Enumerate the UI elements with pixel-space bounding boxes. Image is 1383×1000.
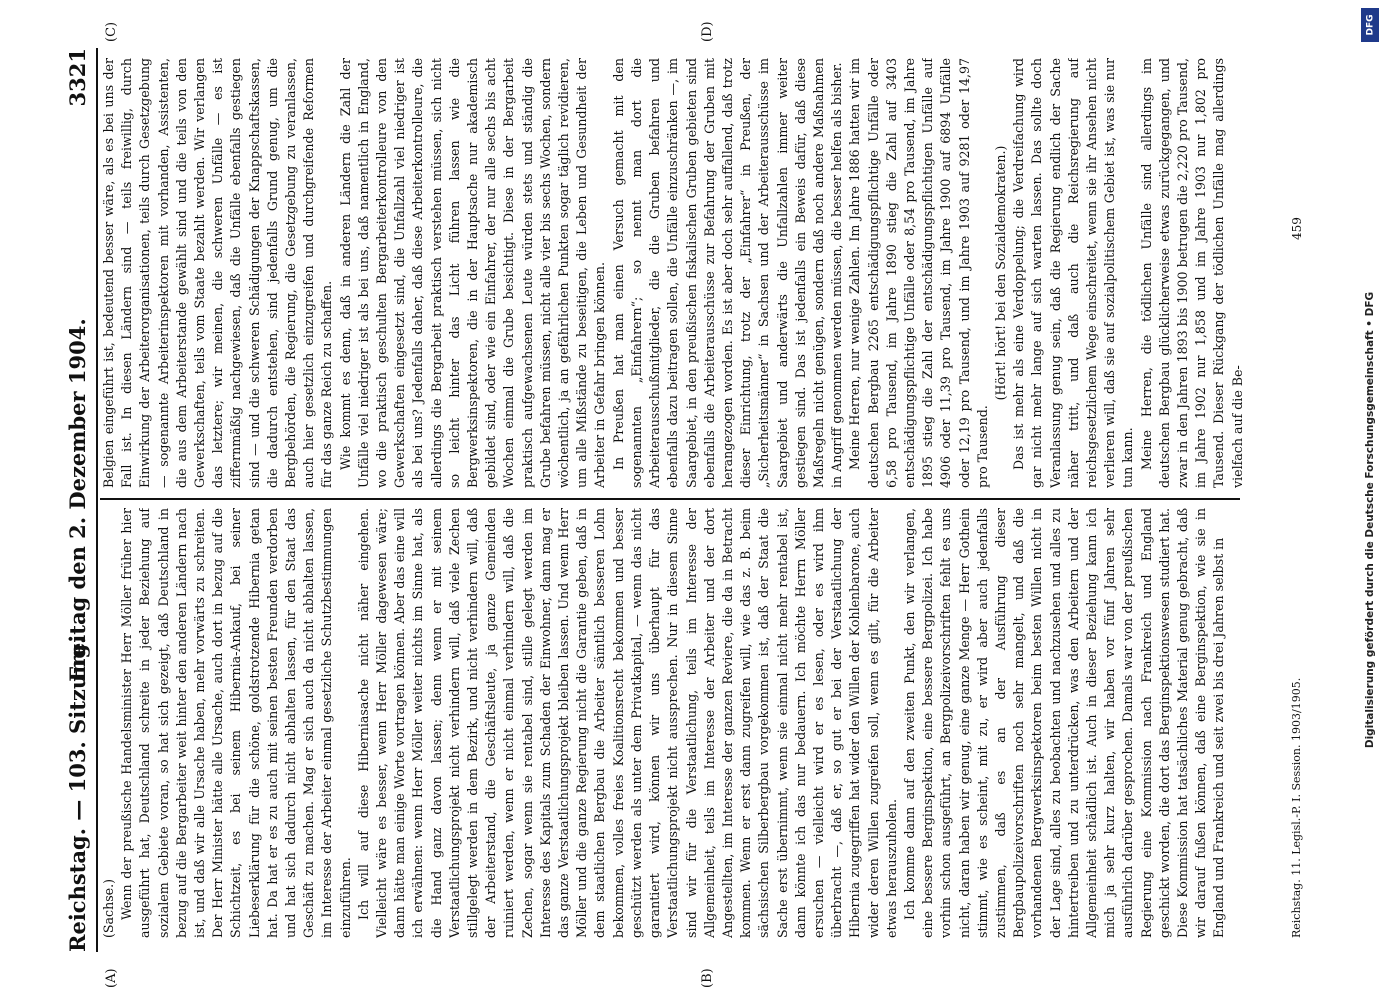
paragraph: Das ist mehr als eine Verdoppelung; die Verdreifachung wird gar nicht mehr lange auf sich warten lassen. Das sollte doch Veranlassung genug sein, daß die Regierung endlich der Sache näher tritt, und daß auch die Reichsregierung auf reichsgesetzlichem Wege einschreitet, wenn sie ihr Ansehen nicht verlieren will, daß sie auf sozialpolitischem Gebiet ist, was sie nur tun kann. xyxy=(1011,58,1136,488)
paragraph: Ich will auf diese Hiberniasache nicht näher eingehen. Vielleicht wäre es besser, wenn Herr Möller dagewesen wäre; dann hätte man einige Worte vortragen können. Aber das eine will ich erwähnen: wenn Herr Möller weiter nichts im Sinne hat, als die Hand ganz davon lassen; denn wenn er mit seinem Verstaatlichungsprojekt nicht verhindern will, daß viele Zechen stillgelegt werden in dem Bezirk, und nicht verhindern will, daß der Arbeiterstand, die Geschäftsleute, ja ganze Gemeinden ruiniert werden, wenn er nicht einmal verhindern will, daß die Zechen, sogar wenn sie rentabel sind, stille gelegt werden im Interesse des Kapitals zum Schaden der Einwohner, dann mag er das ganze Verstaatlichungsprojekt bleiben lassen. Und wenn Herr Möller und die ganze Regierung nicht die Garantie geben, daß in dem staatlichen Bergbau die Arbeiter sämtlich besseren Lohn bekommen, volles freies Koalitionsrecht bekommen und besser geschützt werden als unter dem Privatkapital, — wenn das nicht garantiert wird, können wir uns überhaupt für das Verstaatlichungsprojekt nicht aussprechen. Nur in diesem Sinne sind wir für die Verstaatlichung, teils im Interesse der Allgemeinheit, teils im Interesse der Arbeiter und der dort Angestellten, im Interesse der ganzen Reviere, die da in Betracht kommen. Wenn er erst dann zugreifen will, wie das z. B. beim sächsischen Silberbergbau vorgekommen ist, daß der Staat die Sache erst übernimmt, wenn sie einmal nicht mehr rentabel ist, dann könnte ich das nur bedauern. Ich möchte Herrn Möller ersuchen — vielleicht wird er es lesen, oder es wird ihm überbracht —, daß er, so gut er bei der Verstaatlichung der Hibernia zugegriffen hat wider den Willen der Kohlenbarone, auch wider deren Willen zugreifen soll, wenn es gilt, für die Arbeiter etwas herauszuholen. xyxy=(355,508,899,938)
paragraph: In Preußen hat man einen Versuch gemacht mit den sogenannten „Einfahrern“; so nennt man dort die Arbeiterausschußmitglieder, die die Gruben befahren und ebenfalls dazu beitragen sollen, die Unfälle einzuschränken —, im Saargebiet, in den preußischen fiskalischen Gruben gebieten sind ebenfalls die Arbeiterausschüsse zur Befahrung der Gruben mit herangezogen worden. Es ist aber doch sehr auffallend, daß trotz dieser Einrichtung, trotz der „Einfahrer“ in Preußen, der „Sicherheitsmänner“ in Sachsen und der Arbeiterausschüsse im Saargebiet und anderwärts die Unfallzahlen immer weiter gestiegen sind. Das ist jedenfalls ein Beweis dafür, daß diese Maßregeln nicht genügen, sondern daß noch andere Maßnahmen in Angriff genommen werden müssen, die besser helfen als bisher. xyxy=(610,58,845,488)
dfg-logo: DFG xyxy=(1361,8,1379,42)
digitization-sidebar xyxy=(1358,0,1383,1000)
margin-marker-b: (B) xyxy=(700,968,715,988)
page-footer: Reichstag. 11. Legisl.-P. I. Session. 1903/1905. xyxy=(1290,677,1303,938)
digitization-note: Digitalisierung gefördert durch die Deutsche Forschungsgemeinschaft • DFG xyxy=(1364,291,1376,749)
header-page-number: 3321 xyxy=(65,48,90,107)
column-divider xyxy=(100,498,1240,500)
paragraph: Ich komme dann auf den zweiten Punkt, den wir verlangen, eine bessere Berginspektion, eine bessere Bergpolizei. Ich habe vorhin schon ausgeführt, an Bergpolizeivorschriften fehlt es uns nicht, daran haben wir genug, eine ganze Menge — Herr Gothein stimmt, wie es scheint, mit zu, er wird aber auch jedenfalls zustimmen, daß es an der Ausführung dieser Bergbaupolizeivorschriften noch sehr mangelt, und daß die vorhandenen Bergwerksinspektoren beim besten Willen nicht in der Lage sind, alles zu beobachten und nachzusehen und alles zu hintertreiben und zu unterdrücken, was den Arbeitern und der Allgemeinheit schädlich ist. Auch in dieser Beziehung kann ich mich ja sehr kurz halten, wir haben vor fünf Jahren sehr ausführlich darüber gesprochen. Damals war von der preußischen Regierung eine Kommission nach Frankreich und England geschickt worden, die dort das Berginspektionswesen studiert hat. Diese Kommission hat tatsächliches Material genug gebracht, daß wir darauf fußen können, daß eine Berginspektion, wie sie in England und Frankreich und seit zwei bis drei Jahren selbst in xyxy=(901,508,1227,938)
right-column xyxy=(100,58,1280,488)
interjection: (Hört! hört! bei den Sozialdemokraten.) xyxy=(992,145,1008,401)
page-header xyxy=(62,48,98,952)
margin-marker-c: (C) xyxy=(104,21,119,42)
margin-marker-d: (D) xyxy=(700,21,715,42)
paragraph: Wenn der preußische Handelsminister Herr Möller früher hier ausgeführt hat, Deutschland schreite in jeder Beziehung auf sozialem Gebiete voran, so hat sich gezeigt, daß Deutschland in bezug auf die Bergarbeiter weit hinter den anderen Ländern nach ist, und daß wir alle Ursache haben, mehr vorwärts zu schreiten. Der Herr Minister hätte alle Ursache, auch dort in bezug auf die Schichtzeit, es bei seinem Hibernia-Ankauf, bei seiner Liebeserklärung für die schöne, goldstrotzende Hibernia getan hat. Da hat er es zu auch mit seinen besten Freunden verdorben und hat sich dadurch nicht abhalten lassen, für den Staat das Geschäft zu machen. Mag er sich auch da nicht abhalten lassen, im Interesse der Arbeiter einmal gesetzliche Schutzbestimmungen einzuführen. xyxy=(119,508,353,938)
paragraph: Meine Herren, nur wenige Zahlen. Im Jahre 1886 hatten wir im deutschen Bergbau 2265 entschädigungspflichtige Unfälle oder 6,58 pro Tausend, im Jahre 1890 stieg die Zahl auf 3403 entschädigungspflichtige Unfälle oder 8,54 pro Tausend, im Jahre 1895 stieg die Zahl der entschädigungspflichtigen Unfälle auf 4906 oder 11,39 pro Tausend, im Jahre 1900 auf 6894 Unfälle oder 12,19 pro Tausend, und im Jahre 1903 auf 9281 oder 14,97 pro Tausend. xyxy=(847,58,990,488)
paragraph: Meine Herren, die tödlichen Unfälle sind allerdings im deutschen Bergbau glücklicherweise etwas zurückgegangen, und zwar in den Jahren 1893 bis 1900 betrugen die 2,220 pro Tausend, im Jahre 1902 nur 1,858 und im Jahre 1903 nur 1,802 pro Tausend. Dieser Rückgang der tödlichen Unfälle mag allerdings vielfach auf die Be- xyxy=(1138,58,1245,488)
paragraph: Wie kommt es denn, daß in anderen Ländern die Zahl der Unfälle viel niedriger ist als bei uns, daß namentlich in England, wo die praktisch geschulten Bergarbeiterkontrolleure von den Gewerkschaften eingesetzt sind, die Unfallzahl viel niedriger ist als bei uns? Jedenfalls daher, daß diese Arbeiterkontrolleure, die allerdings die Bergarbeit praktisch verstehen müssen, sich nicht so leicht hinter das Licht führen lassen wie die Bergwerksinspektoren, die in der Hauptsache nur akademisch gebildet sind, oder wie ein Einfahrer, der nur alle sechs bis acht Wochen einmal die Grube besichtigt. Diese in der Bergarbeit praktisch aufgewachsenen Leute würden stets und ständig die Grube befahren müssen, nicht alle vier bis sechs Wochen, sondern wöchentlich, ja an gefährlichen Punkten sogar täglich revidieren, um alle Mißstände zu beseitigen, die Leben und Gesundheit der Arbeiter in Gefahr bringen können. xyxy=(337,58,608,488)
sheet-number: 459 xyxy=(1290,217,1304,240)
left-column xyxy=(100,508,1280,938)
header-left: Reichstag. — 103. Sitzung. xyxy=(65,636,90,952)
margin-marker-a: (A) xyxy=(104,968,119,988)
header-date: Freitag den 2. Dezember 1904. xyxy=(65,318,90,682)
speaker-label: (Sachse.) xyxy=(101,878,116,938)
paragraph: Belgien eingeführt ist, bedeutend besser wäre, als es bei uns der Fall ist. In diesen Ländern sind — teils freiwillig, durch Einwirkung der Arbeiterorganisationen, teils durch Gesetzgebung — sogenannte Arbeiterinspektoren mit vorhanden, Assistenten, die aus dem Arbeiterstande gewählt sind und die teils von den Gewerkschaften, teils vom Staate bezahlt werden. Wir verlangen das letztere; wir meinen, die schweren Unfälle — es ist ziffernmäßig nachgewiesen, daß die Unfälle ebenfalls gestiegen sind — und die schweren Schädigungen der Knappschaftskassen, die dadurch entstehen, sind jedenfalls Grund genug, um die Bergbehörden, die Regierung, die Gesetzgebung zu veranlassen, auch hier gesetzlich einzugreifen und durchgreifende Reformen für das ganze Reich zu schaffen. xyxy=(101,58,335,488)
